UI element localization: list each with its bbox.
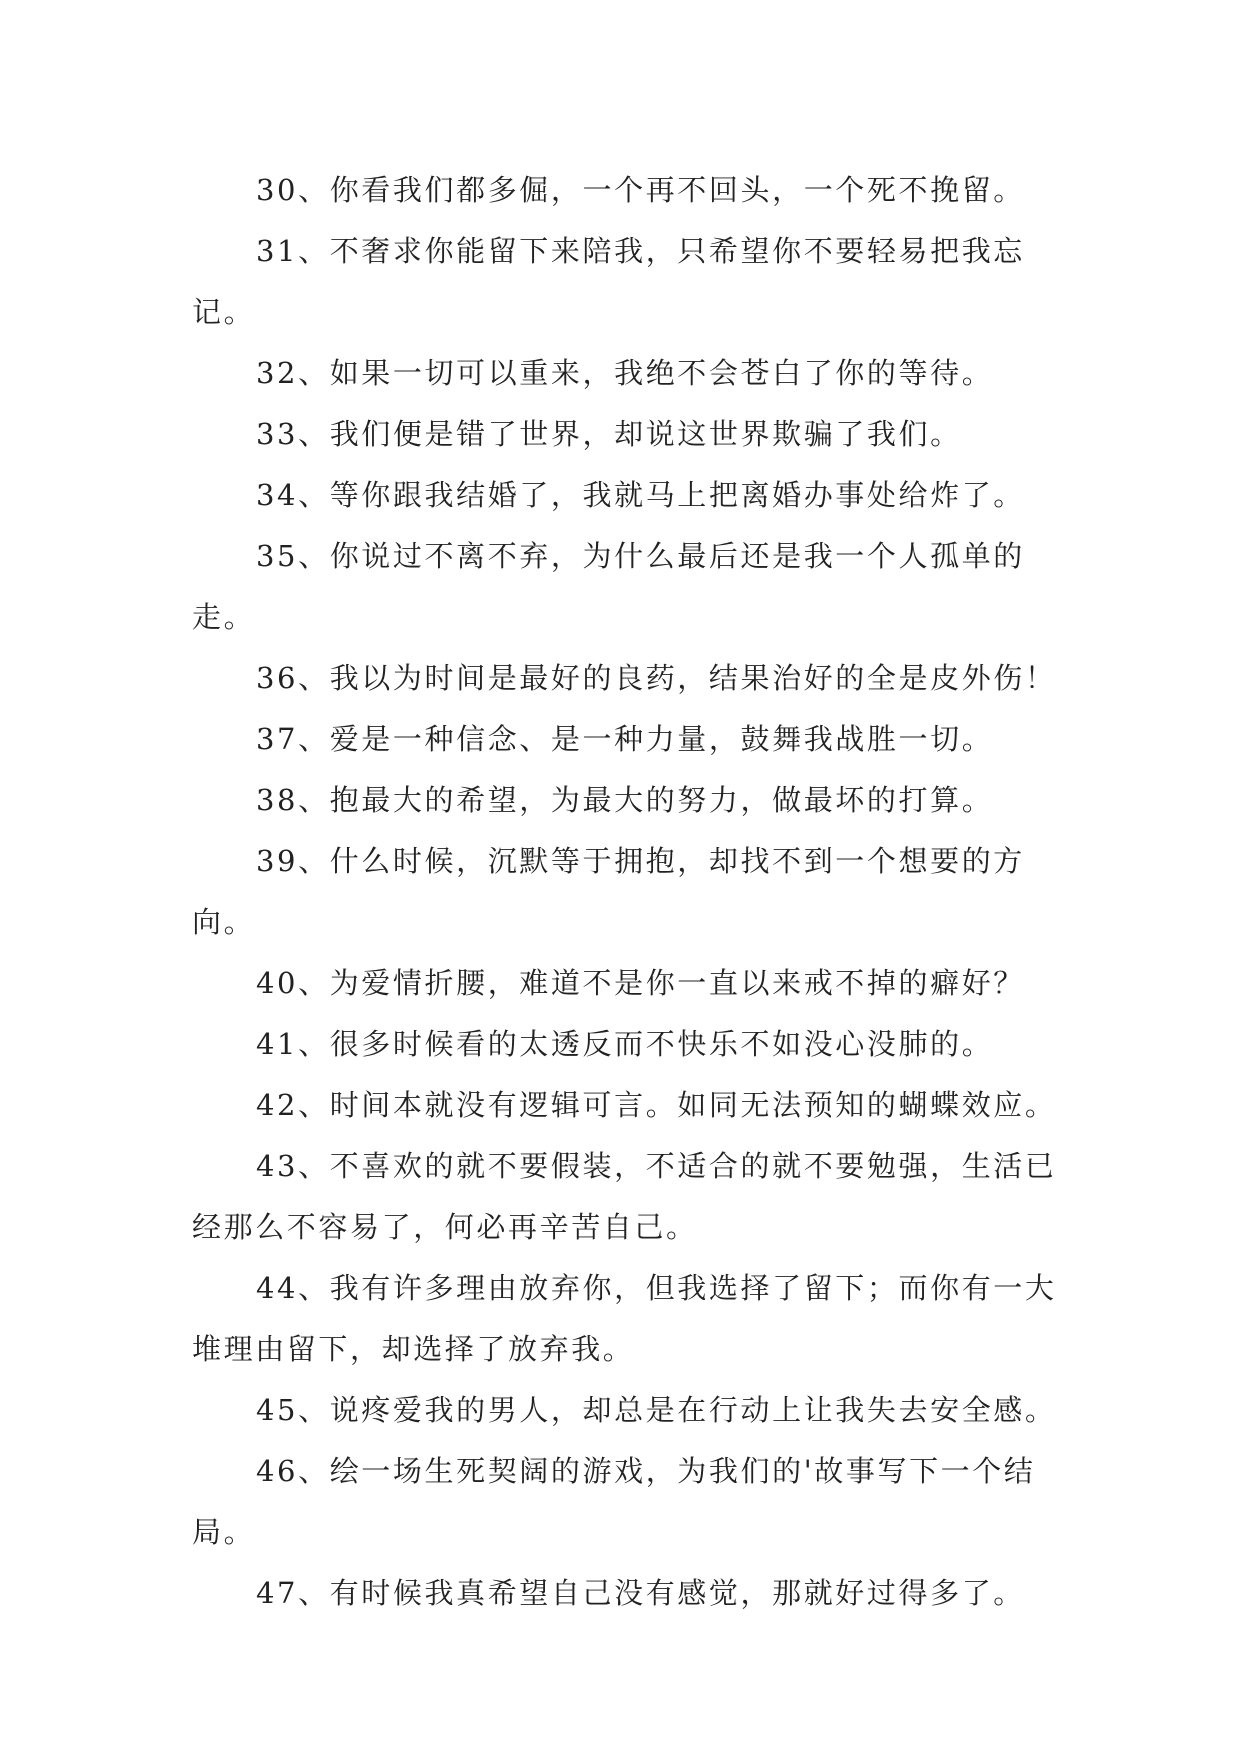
paragraph-30: 30、你看我们都多倔，一个再不回头，一个死不挽留。 <box>256 173 1025 207</box>
paragraph-45: 45、说疼爱我的男人，却总是在行动上让我失去安全感。 <box>256 1393 1057 1427</box>
paragraph-41: 41、很多时候看的太透反而不快乐不如没心没肺的。 <box>256 1027 994 1061</box>
document-body <box>192 160 1072 1624</box>
paragraph-44: 44、我有许多理由放弃你，但我选择了留下；而你有一大堆理由留下，却选择了放弃我。 <box>192 1271 1057 1366</box>
paragraph-42: 42、时间本就没有逻辑可言。如同无法预知的蝴蝶效应。 <box>256 1088 1057 1122</box>
paragraph-34: 34、等你跟我结婚了，我就马上把离婚办事处给炸了。 <box>256 478 1025 512</box>
paragraph-47: 47、有时候我真希望自己没有感觉，那就好过得多了。 <box>256 1576 1025 1610</box>
paragraph-31: 31、不奢求你能留下来陪我，只希望你不要轻易把我忘记。 <box>192 234 1025 329</box>
paragraph-43: 43、不喜欢的就不要假装，不适合的就不要勉强，生活已经那么不容易了，何必再辛苦自己。 <box>192 1149 1057 1244</box>
paragraph-35: 35、你说过不离不弃，为什么最后还是我一个人孤单的走。 <box>192 539 1025 634</box>
paragraph-40: 40、为爱情折腰，难道不是你一直以来戒不掉的癖好？ <box>256 966 1025 1000</box>
paragraph-32: 32、如果一切可以重来，我绝不会苍白了你的等待。 <box>256 356 994 390</box>
paragraph-37: 37、爱是一种信念、是一种力量，鼓舞我战胜一切。 <box>256 722 994 756</box>
paragraph-46: 46、绘一场生死契阔的游戏，为我们的'故事写下一个结局。 <box>192 1454 1036 1549</box>
paragraph-39: 39、什么时候，沉默等于拥抱，却找不到一个想要的方向。 <box>192 844 1025 939</box>
paragraph-38: 38、抱最大的希望，为最大的努力，做最坏的打算。 <box>256 783 994 817</box>
paragraph-33: 33、我们便是错了世界，却说这世界欺骗了我们。 <box>256 417 962 451</box>
paragraph-36: 36、我以为时间是最好的良药，结果治好的全是皮外伤！ <box>256 661 1057 695</box>
